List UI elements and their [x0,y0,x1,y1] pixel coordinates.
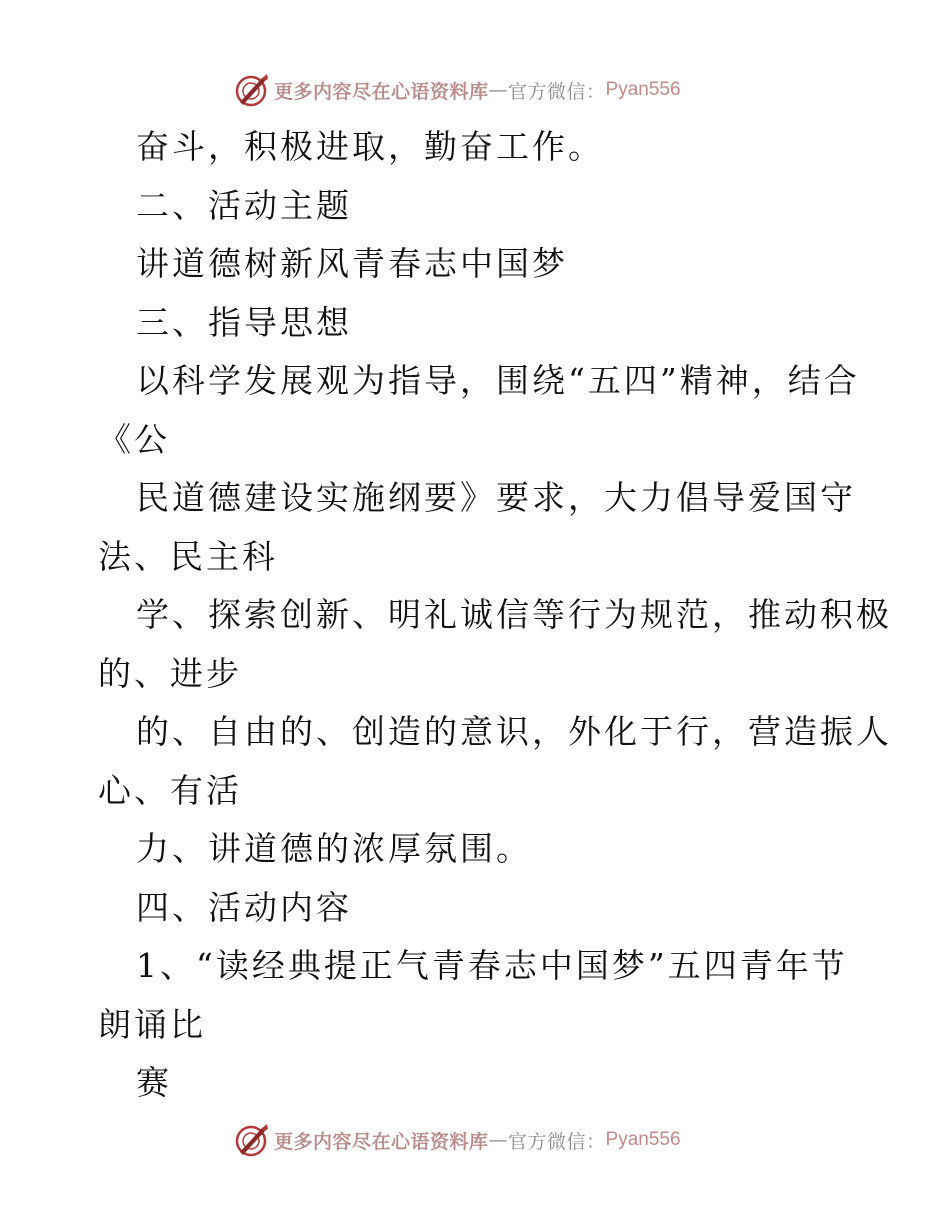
document-line: 以科学发展观为指导，围绕“五四”精神，结合 [136,361,860,400]
document-line: 的、进步 [98,653,242,693]
document-line: 法、民主科 [98,536,278,576]
document-line: 《公 [98,419,170,459]
footer-banner [234,1120,681,1160]
footer-wechat-label: 官方微信： [508,1130,606,1153]
header-wechat-id: Pyan556 [605,79,681,100]
document-line: 朗诵比 [98,1004,206,1044]
document-line: 赛 [136,1063,172,1102]
document-line: 二、活动主题 [136,185,352,225]
pen-logo-icon [234,72,270,108]
document-line: 学、探索创新、明礼诚信等行为规范，推动积极 [136,595,892,634]
document-body [98,118,892,1113]
document-line: 民道德建设实施纲要》要求，大力倡导爱国守 [136,478,856,517]
document-line: 奋斗，积极进取，勤奋工作。 [136,127,604,166]
document-line: 力、讲道德的浓厚氛围。 [136,829,532,868]
footer-promo-text: 更多内容尽在心语资料库 [274,1130,489,1153]
document-line: 的、自由的、创造的意识，外化于行，营造振人 [136,712,892,751]
header-promo-text: 更多内容尽在心语资料库 [274,80,489,103]
pen-logo-icon [234,1122,270,1158]
footer-wechat-id: Pyan556 [605,1129,681,1150]
document-line: 四、活动内容 [136,887,352,927]
footer-separator: — [488,1129,509,1151]
header-banner [234,70,681,110]
document-line: 1、“读经典提正气青春志中国梦”五四青年节 [136,946,848,985]
document-line: 心、有活 [98,770,242,810]
document-line: 讲道德树新风青春志中国梦 [136,244,568,283]
header-wechat-label: 官方微信： [508,80,606,103]
header-separator: — [488,79,509,101]
document-line: 三、指导思想 [136,302,352,342]
